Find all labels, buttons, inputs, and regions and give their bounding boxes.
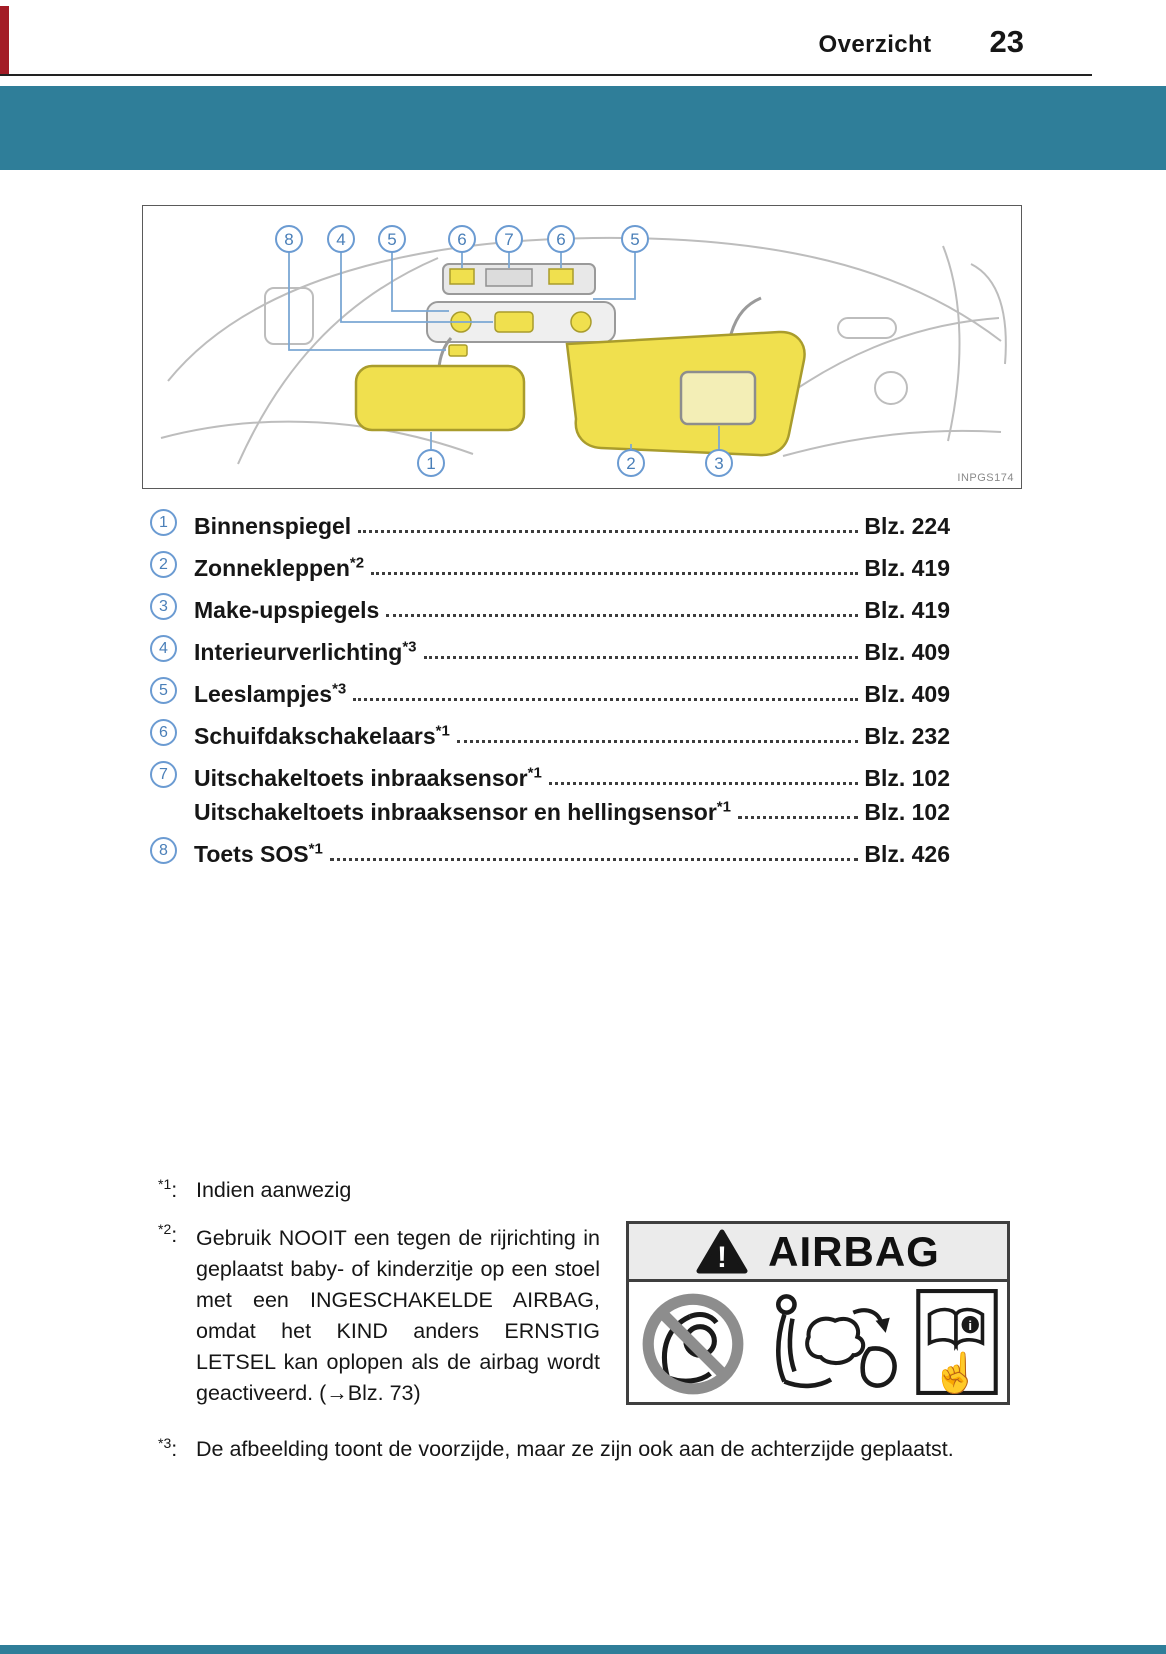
item-number-badge: 4: [150, 635, 177, 662]
page-reference: Blz. 419: [864, 555, 950, 582]
item-number-badge: 6: [150, 719, 177, 746]
sunroof-switch-left: [450, 269, 474, 284]
page-reference: Blz. 426: [864, 841, 950, 868]
footnote-1: [158, 1175, 1010, 1203]
callout-badge: 3: [714, 454, 724, 473]
footnote-marker: $^{*2}$:: [158, 1220, 178, 1247]
item-label: Schuifdakschakelaars$^{*1}$: [194, 722, 450, 750]
item-number-badge: 7: [150, 761, 177, 788]
item-number-badge: 2: [150, 551, 177, 578]
list-item-continuation: [150, 793, 950, 827]
page-number: 23: [989, 24, 1024, 59]
dot-leader: [386, 614, 858, 617]
section-color-band: [0, 86, 1166, 170]
page-reference: Blz. 224: [864, 513, 950, 540]
parts-index-list: [150, 499, 950, 869]
visor-hinge: [731, 298, 761, 334]
figure-callouts-bottom: [418, 450, 732, 476]
airbag-label-header: [629, 1224, 1007, 1282]
owners-manual-book-icon: [915, 1288, 999, 1396]
callout-badge: 6: [556, 230, 566, 249]
list-item: [150, 625, 950, 667]
callout-badge: 4: [336, 230, 346, 249]
item-label: Uitschakeltoets inbraaksensor$^{*1}$: [194, 764, 542, 792]
airbag-warning-label: [626, 1221, 1010, 1405]
interior-light: [495, 312, 533, 332]
item-label: Toets SOS$^{*1}$: [194, 840, 323, 868]
item-number-badge: 5: [150, 677, 177, 704]
header-rule: [0, 74, 1092, 76]
list-item: [150, 827, 950, 869]
callout-badge: 5: [387, 230, 397, 249]
footnote-text: De afbeelding toont de voorzijde, maar ze zijn ook aan de achterzijde geplaatst.: [196, 1437, 954, 1461]
footnote-ref: *1: [308, 840, 323, 858]
footnote-ref: *1: [527, 764, 542, 782]
footnote-ref: *3: [402, 638, 417, 656]
item-label: Binnenspiegel: [194, 513, 352, 540]
interior-overhead-diagram: [143, 206, 1021, 488]
list-item: [150, 583, 950, 625]
alarm-off-switch: [486, 269, 532, 286]
item-number-badge: 8: [150, 837, 177, 864]
list-item: [150, 499, 950, 541]
dot-leader: [353, 698, 858, 701]
pointing-hand-glyph: ☝: [931, 1351, 981, 1395]
dot-leader: [549, 782, 859, 785]
list-item: [150, 709, 950, 751]
footnote-ref: *1: [716, 798, 731, 816]
callout-badge: 8: [284, 230, 294, 249]
callout-badge: 5: [630, 230, 640, 249]
item-label: Leeslampjes$^{*3}$: [194, 680, 347, 708]
airbag-deployment-icon: [756, 1288, 908, 1396]
list-item: [150, 751, 950, 793]
warning-triangle-icon: [696, 1229, 748, 1275]
item-number-badge: 3: [150, 593, 177, 620]
page-reference: Blz. 409: [864, 681, 950, 708]
dot-leader: [738, 816, 858, 819]
callout-badge: 1: [426, 454, 436, 473]
sos-button: [449, 345, 467, 356]
reading-lamp-right: [571, 312, 591, 332]
figure-box: [142, 205, 1022, 489]
info-glyph: i: [968, 1317, 973, 1333]
footnote-2: [158, 1220, 1010, 1409]
section-title: Overzicht: [818, 31, 932, 58]
footnotes-section: [158, 1175, 1010, 1462]
item-label: Make-upspiegels: [194, 597, 380, 624]
dot-leader: [358, 530, 858, 533]
page-reference: Blz. 102: [864, 765, 950, 792]
bottom-color-band: [0, 1645, 1166, 1654]
footnote-text: Indien aanwezig: [196, 1178, 352, 1202]
page-reference: Blz. 419: [864, 597, 950, 624]
page-reference: Blz. 232: [864, 723, 950, 750]
vanity-mirror-shape: [681, 372, 755, 424]
item-label: Interieurverlichting$^{*3}$: [194, 638, 417, 666]
list-item: [150, 667, 950, 709]
item-number-badge: 1: [150, 509, 177, 536]
footnote-ref: *3: [332, 680, 347, 698]
airbag-label-pictograms: [629, 1282, 1007, 1402]
callout-badge: 6: [457, 230, 467, 249]
list-item: [150, 541, 950, 583]
figure-code: INPGS174: [957, 472, 1014, 484]
page-reference: Blz. 409: [864, 639, 950, 666]
dot-leader: [457, 740, 859, 743]
callout-badge: 2: [626, 454, 636, 473]
footnote-ref: *1: [435, 722, 450, 740]
sunroof-switch-right: [549, 269, 573, 284]
page-header: [0, 24, 1024, 60]
page-reference: Blz. 102: [864, 799, 950, 826]
footnote-marker: $^{*1}$:: [158, 1175, 178, 1202]
footnote-3: [158, 1434, 1010, 1462]
dot-leader: [330, 858, 859, 861]
dot-leader: [371, 572, 858, 575]
airbag-label-title: AIRBAG: [768, 1227, 940, 1275]
rearview-mirror-shape: [356, 366, 524, 430]
footnote-ref: *2: [349, 554, 365, 572]
no-rear-facing-child-seat-icon: [637, 1288, 749, 1396]
footnote-text: Gebruik NOOIT een tegen de rijrichting in geplaatst baby- of kinderzitje op een stoel met een INGESCHAKELDE AIRBAG, omdat het KIND anders ERNSTIG LETSEL kan oplopen als de airbag wordt geactiveerd. (→Blz. 73): [196, 1226, 600, 1405]
callout-badge: 7: [504, 230, 514, 249]
dot-leader: [424, 656, 859, 659]
item-label: Uitschakeltoets inbraaksensor en hellingsensor$^{*1}$: [194, 798, 731, 826]
item-label: Zonnekleppen$^{*2}$: [194, 554, 365, 582]
footnote-marker: $^{*3}$:: [158, 1434, 178, 1461]
svg-text:!: !: [717, 1240, 728, 1274]
